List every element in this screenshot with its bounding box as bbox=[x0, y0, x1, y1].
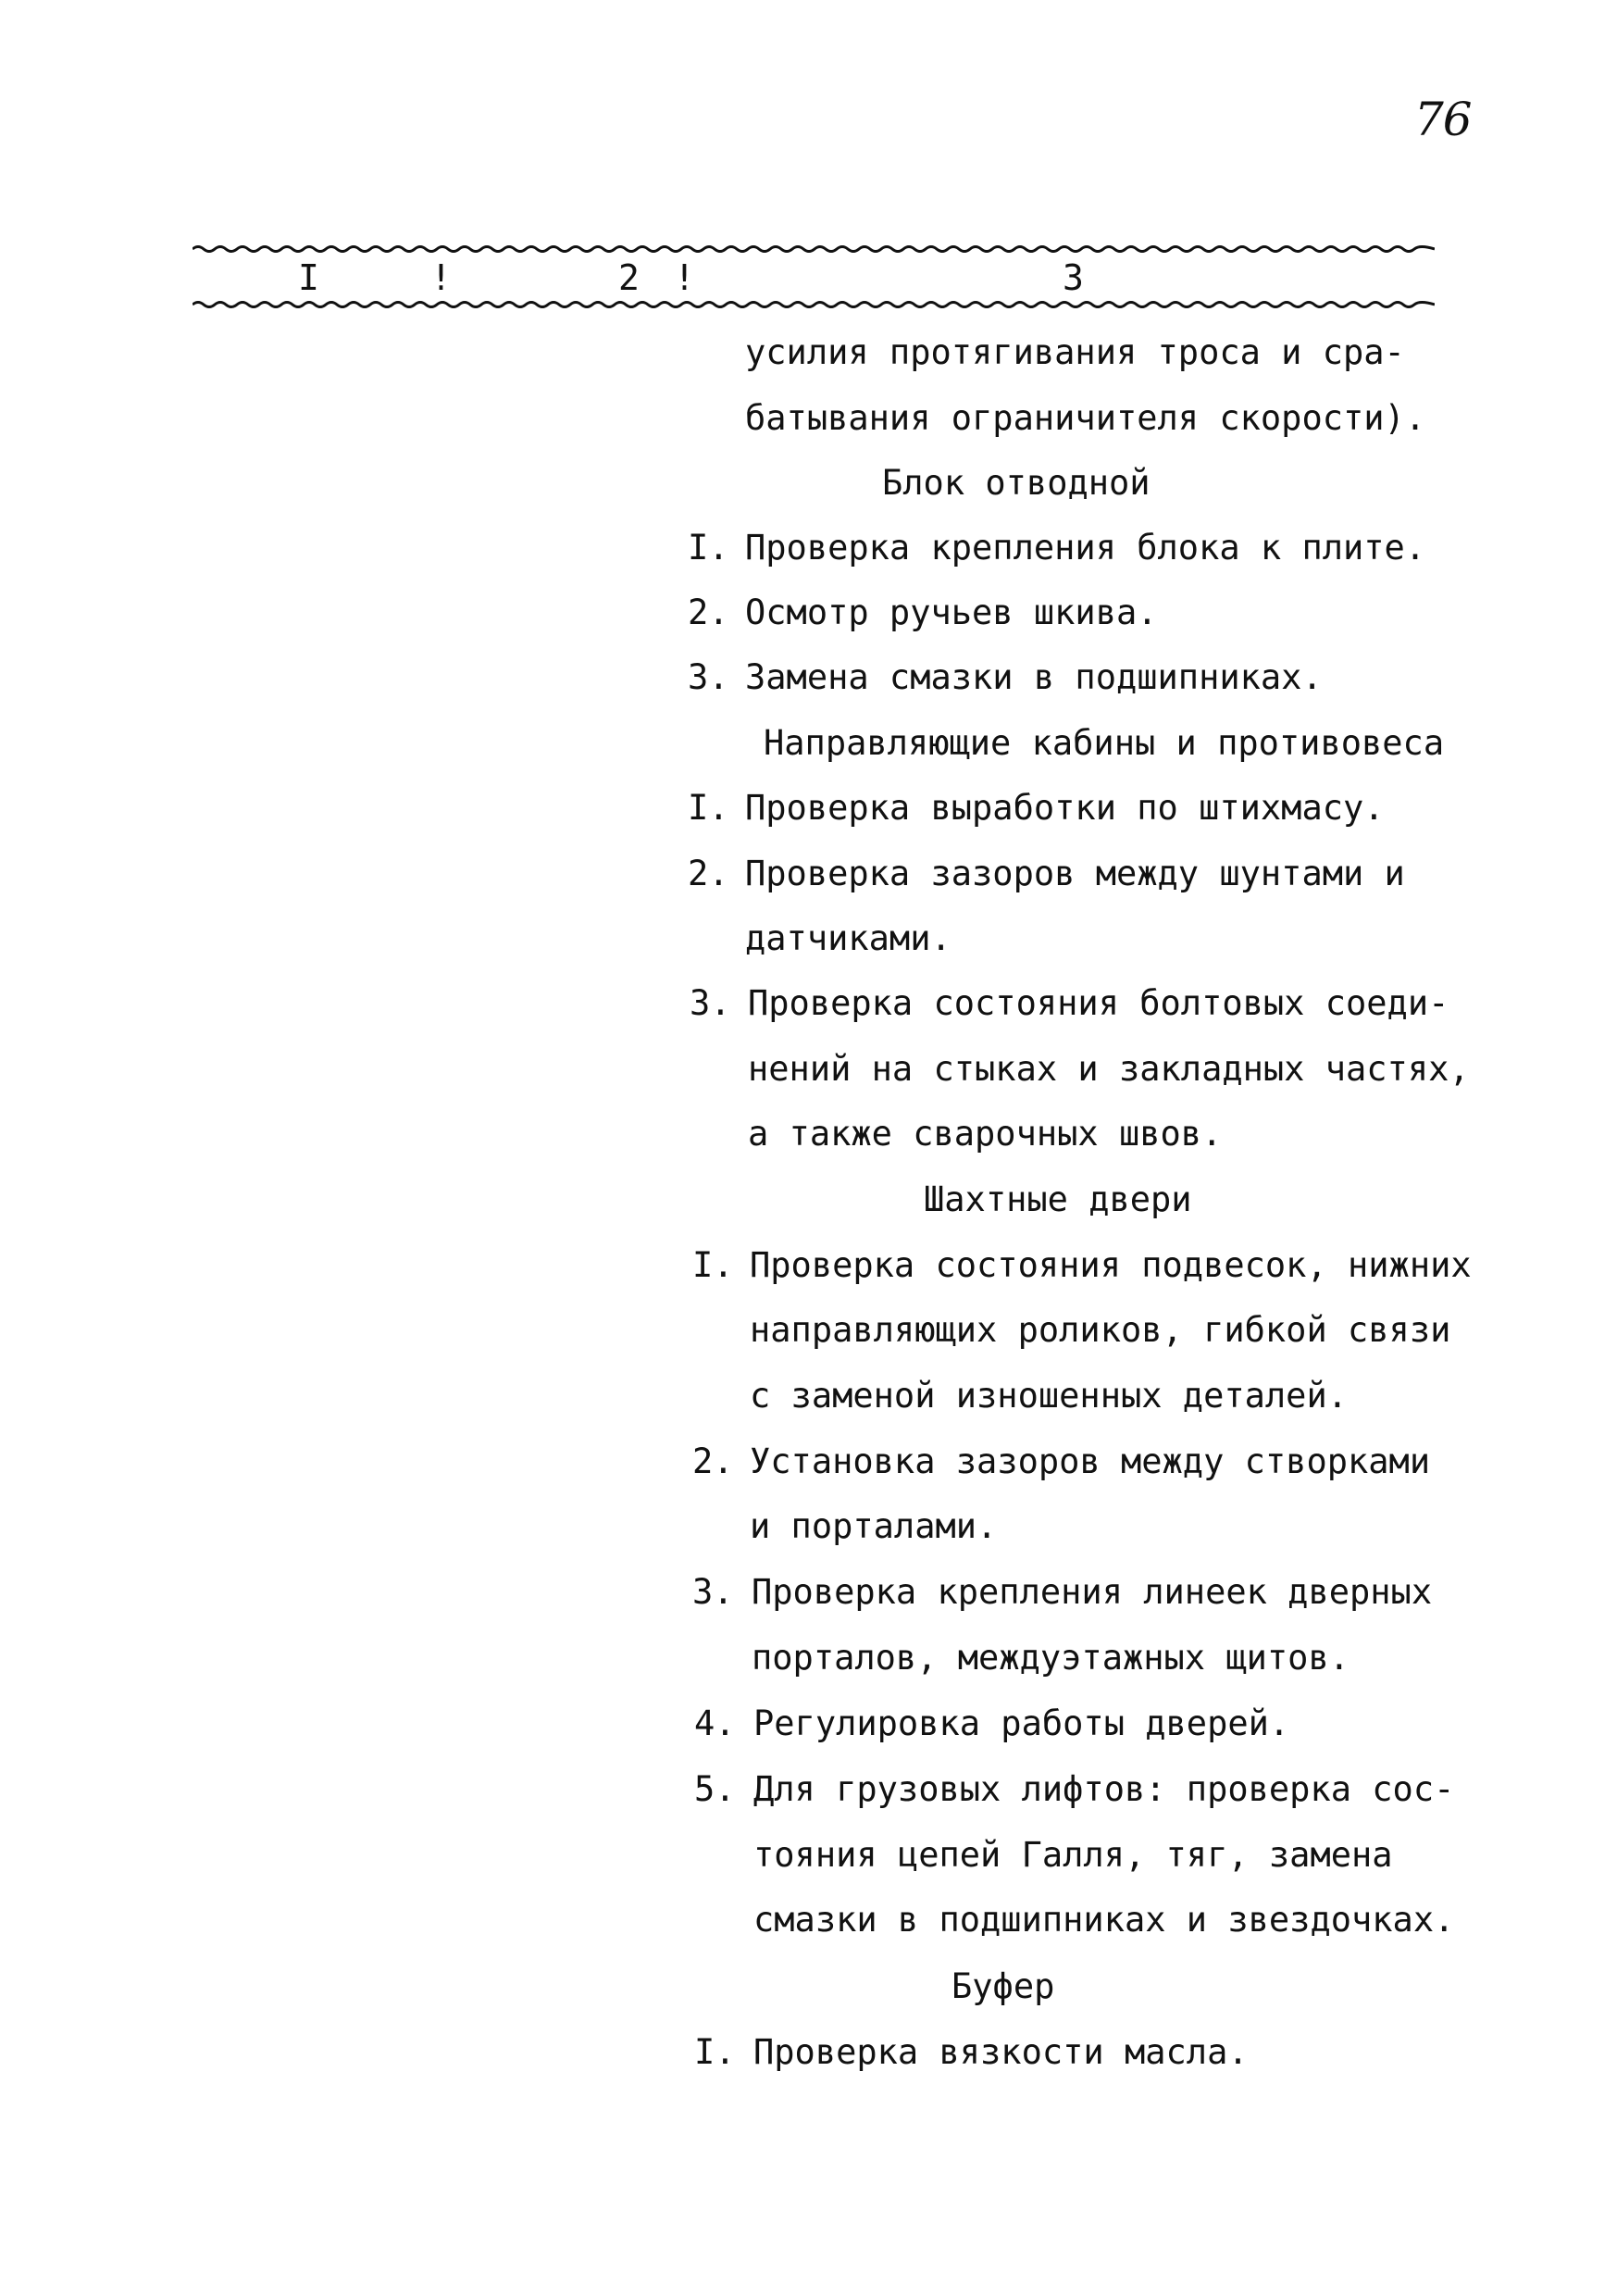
page-number: 76 bbox=[1414, 93, 1472, 146]
column-header-2: 2 bbox=[618, 257, 640, 298]
table-top-rule bbox=[193, 243, 1435, 256]
column-header-1: I bbox=[298, 257, 319, 298]
column-separator-2: ! bbox=[674, 257, 695, 298]
column-header-3: 3 bbox=[1063, 257, 1084, 298]
document-page: 76 I ! 2 ! 3 усилия протягивания троса и сра- батывания ограничителя скорости). Блок отводной I. Проверка крепления блока к плите. 2. Осмотр ручьев шкива. 3. Замена смазки в подшипниках. Направляющие кабины и противовеса I. Проверка выработки по штихмасу. 2. Проверка зазоров между шунтами и датчиками. 3. Проверка состояния болтовых соеди- нений на стыках и закладных частях, а также сварочных швов. Шахтные двери I. Проверка состояния подвесок, нижних направляющих роликов, гибкой связи с заменой изношенных деталей. 2. Установка зазоров между створками и порталами. 3. Проверка крепления линеек дверных порталов, междуэтажных щитов. 4. Регулировка работы дверей. 5. Для грузовых лифтов: проверка сос- тояния цепей Галля, тяг, замена смазки в подшипниках и звездочках. Буфер I. Проверка вязкости масла. bbox=[0, 0, 1617, 2296]
table-header-bottom-rule bbox=[193, 298, 1435, 311]
column-separator-1: ! bbox=[430, 257, 452, 298]
